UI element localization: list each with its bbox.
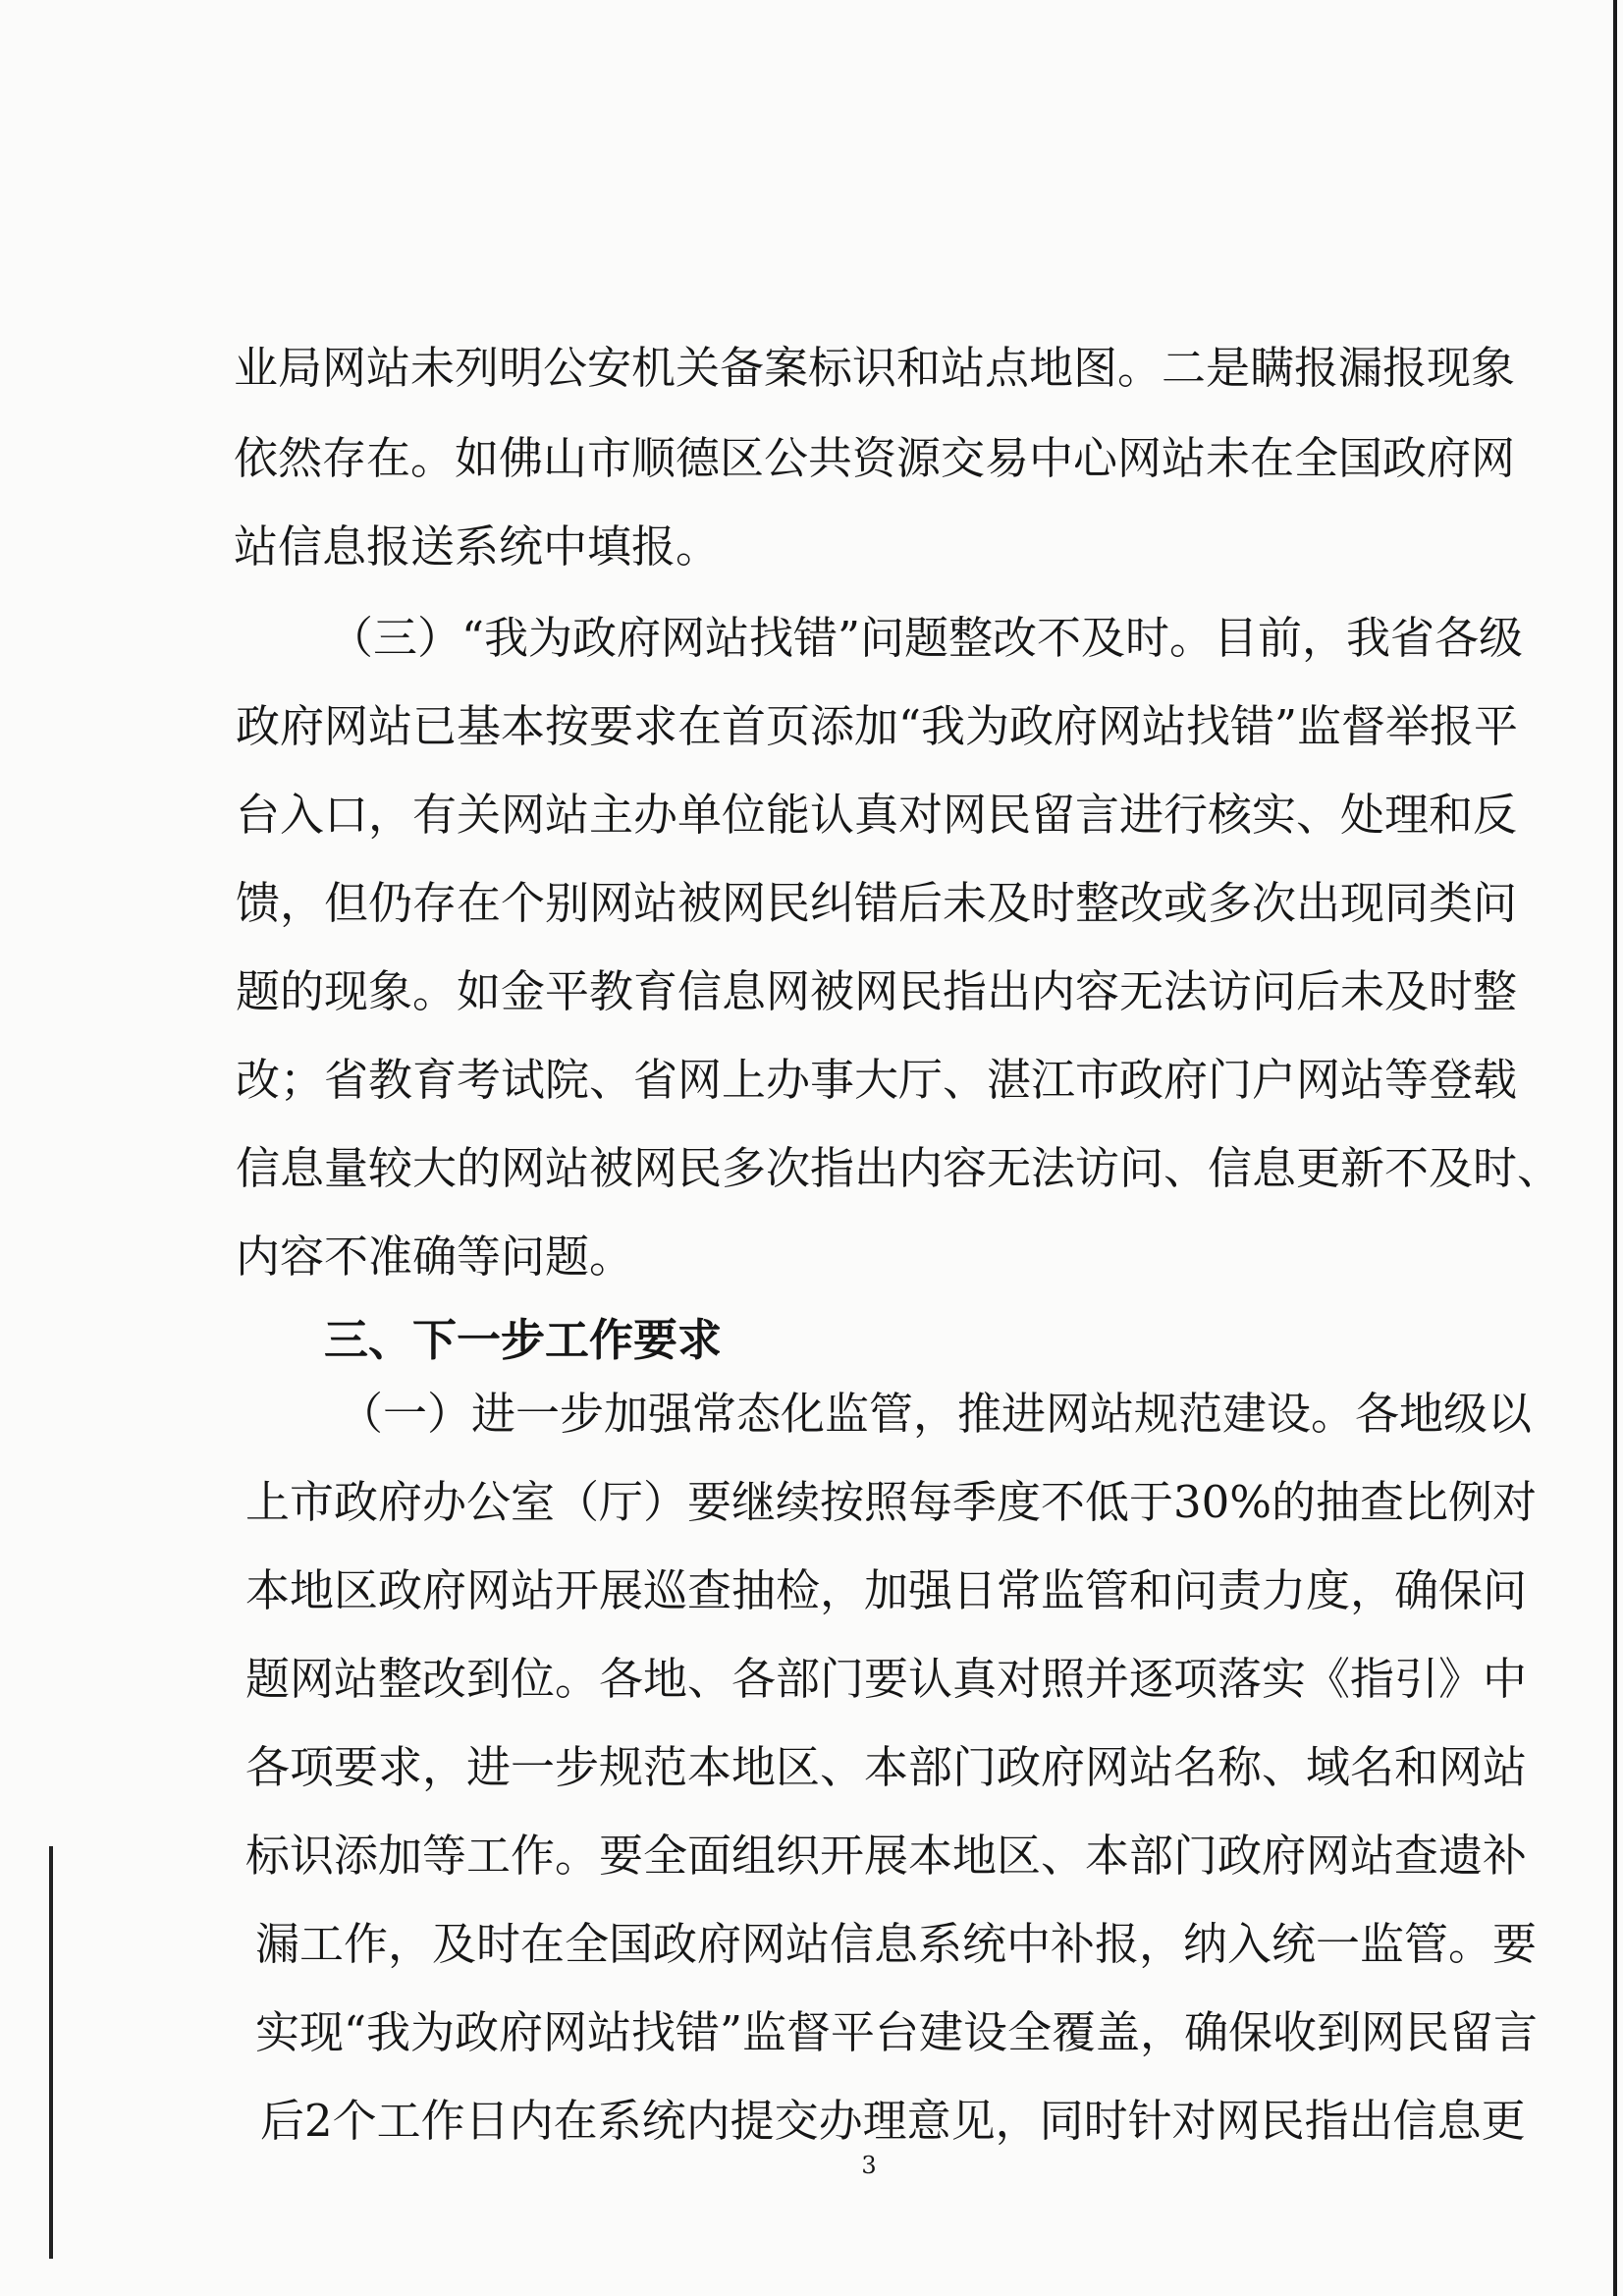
- body-line: 上市政府办公室（厅）要继续按照每季度不低于30%的抽查比例对: [245, 1476, 1538, 1528]
- body-line: 题的现象。如金平教育信息网被网民指出内容无法访问后未及时整: [236, 965, 1518, 1017]
- body-line: 各项要求，进一步规范本地区、本部门政府网站名称、域名和网站: [245, 1741, 1528, 1793]
- body-line: 题网站整改到位。各地、各部门要认真对照并逐项落实《指引》中: [245, 1653, 1528, 1705]
- body-line: （一）进一步加强常态化监管，推进网站规范建设。各地级以: [339, 1388, 1533, 1440]
- body-line: 站信息报送系统中填报。: [234, 520, 721, 573]
- body-line: 改；省教育考试院、省网上办事大厅、湛江市政府门户网站等登载: [236, 1054, 1518, 1106]
- body-line: 后2个工作日内在系统内提交办理意见，同时针对网民指出信息更: [260, 2095, 1526, 2147]
- body-line: 政府网站已基本按要求在首页添加“我为政府网站找错”监督举报平: [236, 700, 1519, 752]
- scan-edge-left: [49, 1846, 53, 2259]
- body-line: 漏工作，及时在全国政府网站信息系统中补报，纳入统一监管。要: [255, 1918, 1538, 1970]
- body-line: 信息量较大的网站被网民多次指出内容无法访问、信息更新不及时、: [236, 1142, 1562, 1194]
- section-heading: 三、下一步工作要求: [324, 1314, 723, 1366]
- scan-edge-right: [1613, 0, 1617, 2296]
- body-line: 实现“我为政府网站找错”监督平台建设全覆盖，确保收到网民留言: [255, 2006, 1539, 2058]
- body-line: 台入口，有关网站主办单位能认真对网民留言进行核实、处理和反: [236, 789, 1518, 841]
- body-line: 业局网站未列明公安机关备案标识和站点地图。二是瞒报漏报现象: [234, 342, 1516, 394]
- body-line: 馈，但仍存在个别网站被网民纠错后未及时整改或多次出现同类问: [236, 877, 1518, 929]
- body-line: 标识添加等工作。要全面组织开展本地区、本部门政府网站查遗补: [245, 1830, 1528, 1882]
- body-line: 本地区政府网站开展巡查抽检，加强日常监管和问责力度，确保问: [245, 1564, 1528, 1616]
- body-line: 依然存在。如佛山市顺德区公共资源交易中心网站未在全国政府网: [234, 432, 1516, 484]
- body-line: （三）“我为政府网站找错”问题整改不及时。目前，我省各级: [329, 612, 1524, 664]
- page-number: 3: [861, 2152, 877, 2179]
- body-line: 内容不准确等问题。: [236, 1230, 634, 1283]
